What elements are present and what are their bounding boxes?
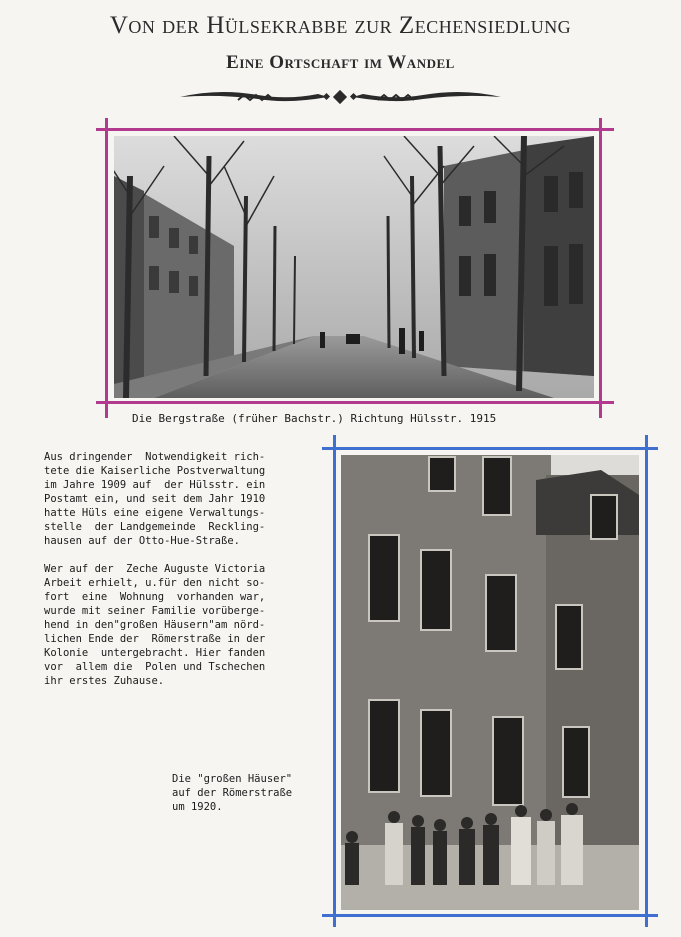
houses-scene-illustration: [341, 455, 639, 910]
street-scene-illustration: [114, 136, 594, 398]
frame-top-line: [322, 447, 658, 450]
frame-top-line: [96, 128, 614, 131]
frame-left-line: [333, 435, 336, 927]
frame-bottom-line: [96, 401, 614, 404]
frame-right-line: [645, 435, 648, 927]
text-paragraph-post-office: Aus dringender Notwendigkeit rich- tete die Kaiserliche Postverwaltung im Jahre 1909 auf der Hülsstr. ein Postamt ein, und seit dem Jahr 1910 hatte Hüls eine eigene Verwaltungs- stelle der Landgemeinde Reckling- hausen auf der Otto-Hue-Straße.: [44, 451, 266, 547]
page-title: Von der Hülsekrabbe zur Zechensiedlung: [109, 12, 572, 39]
frame-bottom-line: [322, 914, 658, 917]
page-subtitle: Eine Ortschaft im Wandel: [226, 52, 455, 73]
houses-photo-roemerstrasse: [341, 455, 639, 910]
bottom-photo-caption: Die "großen Häuser" auf der Römerstraße um 1920.: [172, 773, 293, 813]
decorative-divider-ornament: [178, 86, 503, 108]
frame-left-line: [105, 118, 108, 418]
frame-right-line: [599, 118, 602, 418]
top-photo-caption: Die Bergstraße (früher Bachstr.) Richtung Hülsstr. 1915: [132, 412, 497, 425]
street-photo-bergstrasse: [114, 136, 594, 398]
text-paragraph-colliery-housing: Wer auf der Zeche Auguste Victoria Arbeit erhielt, u.für den nicht so- fort eine Wohnung vorhanden war, wurde mit seiner Familie vorüberge- hend in den"großen Häusern"am nörd- lichen Ende der Römerstraße in der Kolonie untergebracht. Hier fanden vor allem die Polen und Tschechen ihr erstes Zuhause.: [44, 563, 266, 687]
